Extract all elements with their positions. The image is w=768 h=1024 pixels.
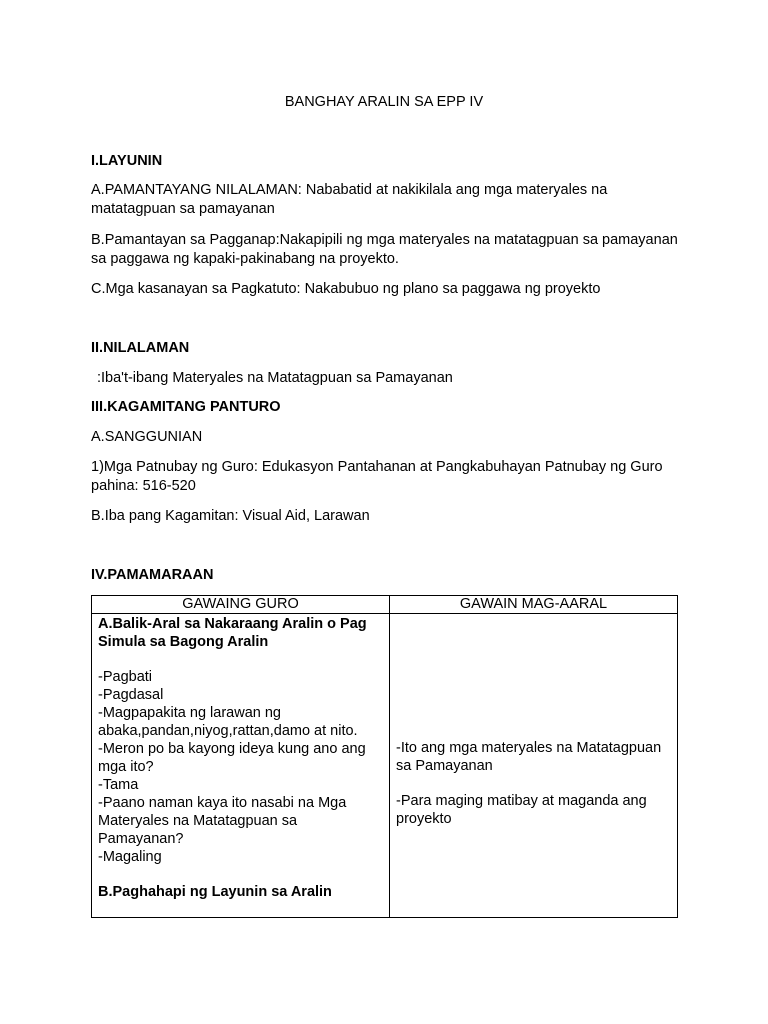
guro-line: -Magpapakita ng larawan ng abaka,pandan,niyog,rattan,damo at nito. [98,705,358,739]
guro-line: -Meron po ba kayong ideya kung ano ang mga ito? [98,741,366,775]
section-kagamitan-heading: III.KAGAMITANG PANTURO [91,399,281,415]
nilalaman-content: :Iba't-ibang Materyales na Matatagpuan sa Pamayanan [97,370,453,386]
sanggunian-item-1: 1)Mga Patnubay ng Guro: Edukasyon Pantahanan at Pangkabuhayan Patnubay ng Guro pahina: 516-520 [91,459,663,494]
guro-heading-a: A.Balik-Aral sa Nakaraang Aralin o Pag Simula sa Bagong Aralin [98,616,367,650]
gawaing-guro-cell [92,614,390,918]
section-layunin-heading: I.LAYUNIN [91,153,163,169]
guro-line: -Pagbati [98,669,153,685]
guro-line: -Magaling [98,849,162,865]
mag-aaral-answer-1: -Ito ang mga materyales na Matatagpuan sa Pamayanan [396,740,662,774]
table-header-row [92,596,678,614]
table-row [92,614,678,918]
guro-line: -Tama [98,777,139,793]
gawain-mag-aaral-cell [390,614,678,918]
lesson-procedure-table [91,595,678,918]
mag-aaral-answer-2: -Para maging matibay at maganda ang proyekto [396,793,647,827]
column-header-gawaing-guro: GAWAING GURO [92,596,390,614]
guro-heading-b: B.Paghahapi ng Layunin sa Aralin [98,884,332,900]
guro-line: -Paano naman kaya ito nasabi na Mga Materyales na Matatagpuan sa Pamayanan? [98,795,347,847]
section-pamamaraan-heading: IV.PAMAMARAAN [91,567,214,583]
iba-pang-kagamitan: B.Iba pang Kagamitan: Visual Aid, Larawan [91,508,370,524]
layunin-a: A.PAMANTAYANG NILALAMAN: Nababatid at nakikilala ang mga materyales na matatagpuan sa pamayanan [91,182,608,217]
column-header-gawain-mag-aaral: GAWAIN MAG-AARAL [390,596,678,614]
layunin-c: C.Mga kasanayan sa Pagkatuto: Nakabubuo ng plano sa paggawa ng proyekto [91,281,601,297]
document-title: BANGHAY ARALIN SA EPP IV [284,94,484,110]
guro-line: -Pagdasal [98,687,164,703]
layunin-b: B.Pamantayan sa Pagganap:Nakapipili ng mga materyales na matatagpuan sa pamayanan sa paggawa ng kapaki-pakinabang na proyekto. [91,232,678,267]
section-nilalaman-heading: II.NILALAMAN [91,340,190,356]
sanggunian-label: A.SANGGUNIAN [91,429,203,445]
